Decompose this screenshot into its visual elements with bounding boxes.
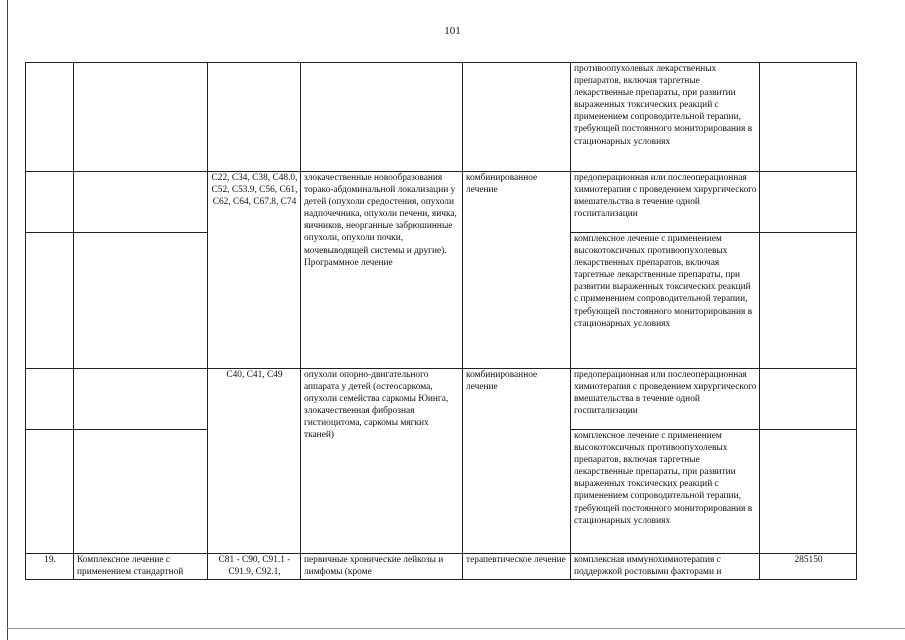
cell-model: опухоли опорно-двигательного аппарата у детей (остеосаркома, опухоли семейства саркомы Юинга, злокачественная фиброзная гистиоцитома, саркомы мягких тканей) [301,369,463,554]
cell-treatment-type: комбинированное лечение [463,369,571,554]
cell-cost-empty [760,369,857,430]
cell-cost-empty [760,172,857,233]
cell-method: предоперационная или послеоперационная химиотерапия с проведением хирургического вмешательства в течение одной госпитализации [571,369,760,430]
cell-model: первичные хронические лейкозы и лимфомы (кроме [301,554,463,580]
cell-cost: 285150 [760,554,857,580]
cell-codes: C40, C41, C49 [208,369,301,554]
table-row [26,172,857,233]
cell-codes-empty [208,63,301,172]
procedures-table [25,62,857,580]
cell-method: комплексная иммунохимиотерапия с поддержкой ростовыми факторами и [571,554,760,580]
table-row [26,369,857,430]
cell-method: противоопухолевых лекарственных препаратов, включая таргетные лекарственные препараты, при развитии выраженных токсических реакций с применением сопроводительной терапии, требующей постоянного мониторирования в стационарных условиях [571,63,760,172]
cell-model: злокачественные новообразования торако-абдоминальной локализации у детей (опухоли средостения, опухоли надпочечника, опухоли печени, яичка, яичников, неорганные забрюшинные опухоли, опухоли почки, мочевыводящей системы и другие). Программное лечение [301,172,463,369]
cell-number-empty [26,172,74,233]
cell-cost-empty [760,63,857,172]
page-bottom-edge [7,628,905,629]
cell-treatment-type: комбинированное лечение [463,172,571,369]
cell-method: комплексное лечение с применением высокотоксичных противоопухолевых препаратов, включая таргетные лекарственные препараты, при развитии выраженных токсических реакций с применением сопроводительной терапии, требующей постоянного мониторирования в стационарных условиях [571,430,760,554]
cell-name-empty [74,63,208,172]
cell-codes: C22, C34, C38, C48.0, C52, C53.9, C56, C61, C62, C64, C67.8, C74 [208,172,301,369]
cell-row-number: 19. [26,554,74,580]
page-number: 101 [444,25,461,37]
cell-method: предоперационная или послеоперационная химиотерапия с проведением хирургического вмешательства в течение одной госпитализации [571,172,760,233]
cell-treatment-type: терапевтическое лечение [463,554,571,580]
cell-number-empty [26,369,74,430]
cell-model-empty [301,63,463,172]
page-left-margin-rule [7,0,8,640]
table-row [26,554,857,580]
cell-name-empty [74,430,208,554]
cell-name-empty [74,233,208,369]
table-row [26,63,857,172]
cell-number-empty [26,233,74,369]
cell-codes: C81 - C90, C91.1 - C91.9, C92.1, [208,554,301,580]
cell-number-empty [26,63,74,172]
cell-name-empty [74,369,208,430]
cell-name-empty [74,172,208,233]
cell-method: комплексное лечение с применением высокотоксичных противоопухолевых лекарственных препаратов, включая таргетные лекарственные препараты, при развитии выраженных токсических реакций с применением сопроводительной терапии, требующей постоянного мониторирования в стационарных условиях [571,233,760,369]
cell-type-empty [463,63,571,172]
cell-cost-empty [760,233,857,369]
cell-number-empty [26,430,74,554]
cell-cost-empty [760,430,857,554]
cell-name: Комплексное лечение с применением стандартной [74,554,208,580]
